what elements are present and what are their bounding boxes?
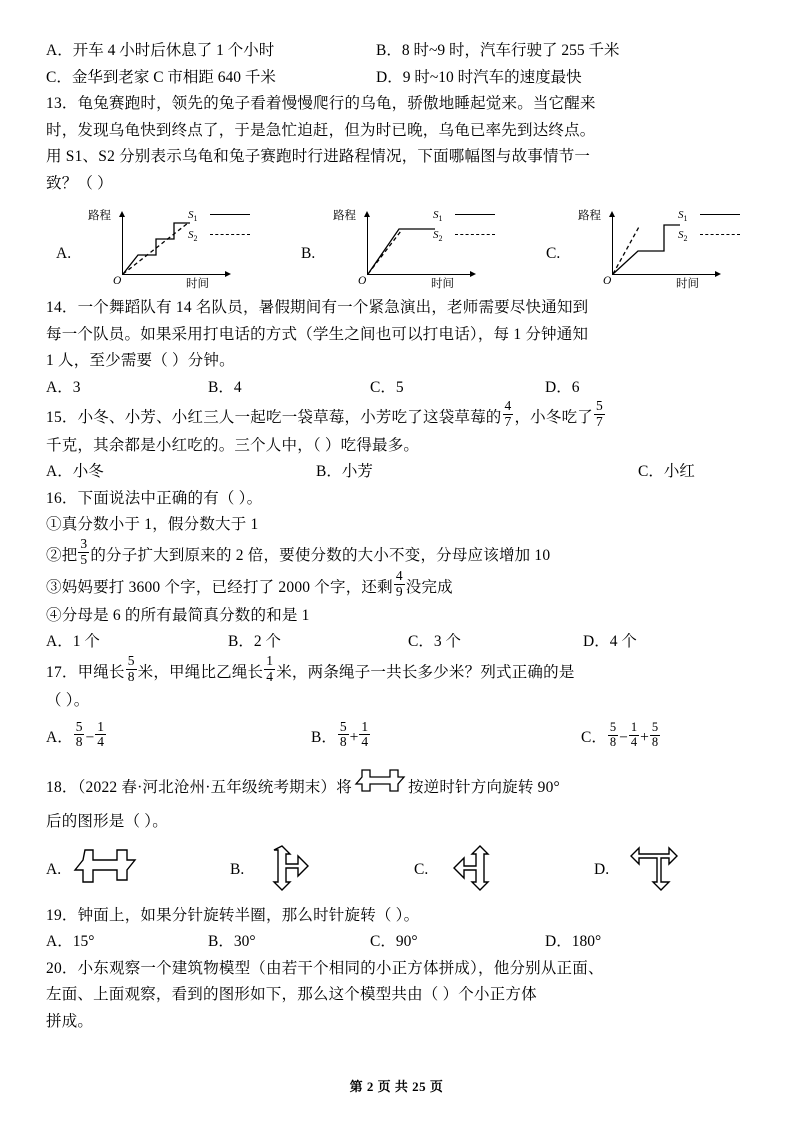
q15-text-pre: 15．小冬、小芳、小红三人一起吃一袋草莓，小芳吃了这袋草莓的 (46, 408, 502, 426)
q13-option-c-label: C. (546, 245, 561, 262)
q18-text-post: 按逆时针方向旋转 90° (407, 778, 560, 796)
q15-fraction-4-7: $\frac{4}{7}$ (504, 398, 512, 429)
q17-option-c-operator-1: − (619, 729, 628, 747)
q14-line-3: 1 人，至少需要（ ）分钟。 (46, 352, 235, 369)
q15-line-2: 千克，其余都是小红吃的。三个人中，（ ）吃得最多。 (46, 436, 420, 454)
q19-option-c: C．90° (370, 933, 418, 951)
q20-line-2: 左面、上面观察，看到的图形如下，那么这个模型共由（ ）个小正方体 (46, 986, 537, 1004)
q13-graph-a-curves (78, 203, 253, 291)
q16-stem: 16．下面说法中正确的有（ ）。 (46, 489, 263, 507)
q16-item-4: ④分母是 6 的所有最简真分数的和是 1 (46, 606, 310, 624)
q16-fraction-3-5: $\frac{3}{5}$ (80, 536, 88, 567)
q13-graph-c-origin: O (603, 275, 612, 287)
q13-graph-c-curves (568, 203, 743, 291)
q17-option-c-frac-2: $\frac{1}{4}$ (630, 720, 638, 749)
q13-graph-b-legend-s2-line (455, 234, 495, 235)
q17-option-c-operator-2: + (640, 729, 649, 747)
q16-item3-pre: ③妈妈要打 3600 个字，已经打了 2000 个字，还剩 (46, 578, 393, 596)
q16-item-1: ①真分数小于 1，假分数大于 1 (46, 516, 259, 534)
q17-text-pre: 17．甲绳长 (46, 663, 125, 681)
q16-item2-pre: ②把 (46, 546, 78, 564)
q17-option-b-operator: + (349, 729, 359, 747)
q13-graph-b-ylabel: 路程 (333, 210, 356, 222)
q17-option-b (311, 720, 581, 756)
q15-option-b: B．小芳 (316, 463, 373, 481)
q19-option-b: B．30° (208, 933, 256, 951)
q17-option-b-frac-1: $\frac{5}{8}$ (339, 718, 347, 750)
q18-option-b-label: B. (230, 861, 245, 879)
q13-graph-a-axes (78, 203, 253, 291)
q16-item2-post: 的分子扩大到原来的 2 倍，要使分数的大小不变，分母应该增加 10 (90, 546, 551, 564)
q17-option-b-label: B． (311, 729, 337, 747)
q20-line-3: 拼成。 (46, 1012, 94, 1030)
q18-line-1 (46, 766, 746, 809)
q17-option-a-frac-1: $\frac{5}{8}$ (75, 718, 83, 750)
q17-fraction-1-4: $\frac{1}{4}$ (266, 653, 274, 684)
q13-line-2: 时，发现乌龟快到终点了，于是急忙迫赶，但为时已晚，乌龟已率先到达终点。 (46, 121, 596, 139)
q15-options (46, 459, 746, 486)
q14-line-2: 每一个队员。如果采用打电话的方式（学生之间也可以打电话），每 1 分钟通知 (46, 325, 589, 343)
q16-option-d: D．4 个 (583, 633, 637, 651)
q12-option-b: B．8 时~9 时，汽车行驶了 255 千米 (376, 42, 620, 59)
q13-line-1: 13．龟兔赛跑时，领先的兔子看着慢慢爬行的乌龟，骄傲地睡起觉来。当它醒来 (46, 95, 596, 112)
q13-graph-c-ylabel: 路程 (578, 210, 601, 222)
q17-option-c (581, 720, 661, 756)
q13-option-a-label: A. (56, 245, 72, 262)
q16-option-b: B．2 个 (228, 633, 281, 651)
q13-graph-option-b (301, 201, 506, 293)
q18-option-d (594, 842, 697, 899)
q19-stem: 19．钟面上，如果分针旋转半圈，那么时针旋转（ ）。 (46, 906, 420, 924)
q13-graph-b-axes (323, 203, 498, 291)
page-content (46, 38, 746, 1035)
q18-text-pre: 18．（2022 春·河北沧州·五年级统考期末）将 (46, 778, 352, 796)
q18-option-c-label: C. (414, 861, 429, 879)
q18-option-c-shape-icon (436, 842, 512, 899)
q13-graph-a-legend-s1-line (210, 214, 250, 215)
q13-option-b-label: B. (301, 245, 316, 262)
q13-graph-b-legend-s2: $S_2$ (433, 229, 443, 244)
q13-graph-a-ylabel: 路程 (88, 210, 111, 222)
q13-graph-a-xlabel: 时间 (186, 278, 209, 290)
q15-line-1 (46, 398, 746, 433)
q18-option-d-label: D. (594, 861, 610, 879)
q18-option-a-label: A. (46, 861, 62, 879)
q13-graph-a-origin: O (113, 275, 122, 287)
q18-option-d-shape-icon (617, 842, 697, 899)
q18-option-a-shape-icon (69, 842, 145, 899)
q13-graph-b-xlabel: 时间 (431, 278, 454, 290)
q14-option-d: D．6 (545, 378, 580, 396)
q17-option-a-frac-2: $\frac{1}{4}$ (97, 718, 104, 750)
q13-graph-c-xlabel: 时间 (676, 278, 699, 290)
q17-options (46, 720, 746, 756)
q13-graph-b-origin: O (358, 275, 367, 287)
q12-options-row-2 (46, 65, 746, 92)
q13-graph-option-c (546, 201, 751, 293)
q17-option-c-label: C． (581, 729, 607, 747)
q16-option-a: A．1 个 (46, 633, 100, 651)
q13-graph-a-legend-s2-line (210, 234, 250, 235)
q13-graph-c-legend-s2: $S_2$ (678, 229, 688, 244)
q13-graph-c-legend-s2-line (700, 234, 740, 235)
q13-graph-row (46, 201, 746, 293)
q14-line-1: 14．一个舞蹈队有 14 名队员，暑假期间有一个紧急演出，老师需要尽快通知到 (46, 299, 589, 316)
q15-option-a: A．小冬 (46, 463, 104, 481)
q12-option-d: D．9 时~10 时汽车的速度最快 (376, 68, 582, 86)
q20-line-1: 20．小东观察一个建筑物模型（由若干个相同的小正方体拼成），他分别从正面、 (46, 959, 604, 977)
q13-graph-b-legend-s1-line (455, 214, 495, 215)
q16-options (46, 629, 746, 656)
q13-graph-c-axes (568, 203, 743, 291)
q14-options (46, 375, 746, 402)
q13-line-3: 用 S1、S2 分别表示乌龟和兔子赛跑时行进路程情况，下面哪幅图与故事情节一 (46, 148, 591, 165)
q16-item3-post: 没完成 (405, 578, 453, 596)
q13-graph-option-a (56, 201, 261, 293)
q12-options-row-1 (46, 38, 746, 65)
q19-options (46, 929, 746, 956)
q17-text-post: 米，两条绳子一共长多少米？列式正确的是 (276, 663, 575, 681)
q16-option-c: C．3 个 (408, 633, 461, 651)
q17-option-a (46, 720, 311, 756)
q13-graph-b-curves (323, 203, 498, 291)
q18-line-2: 后的图形是（ ）。 (46, 813, 168, 831)
q13-graph-a-legend-s2: $S_2$ (188, 229, 198, 244)
q14-option-c: C．5 (370, 378, 404, 396)
q15-fraction-5-7: $\frac{5}{7}$ (595, 398, 603, 429)
q14-option-b: B．4 (208, 378, 242, 396)
q16-item-3 (46, 568, 746, 603)
q18-option-c (414, 842, 594, 899)
q12-option-a: A．开车 4 小时后休息了 1 个小时 (46, 42, 275, 59)
q19-option-a: A．15° (46, 933, 95, 951)
q17-option-a-label: A． (46, 729, 73, 747)
q16-item-2 (46, 536, 746, 571)
q17-option-b-frac-2: $\frac{1}{4}$ (361, 718, 369, 750)
q17-line-2: （ ）。 (46, 691, 90, 709)
q17-text-mid: 米，甲绳比乙绳长 (137, 663, 264, 681)
q17-option-c-frac-3: $\frac{5}{8}$ (651, 720, 659, 749)
q19-option-d: D．180° (545, 933, 602, 951)
q13-graph-a-legend-s1: $S_1$ (188, 209, 198, 224)
q17-option-a-operator: − (85, 729, 95, 747)
q12-option-c: C．金华到老家 C 市相距 640 千米 (46, 68, 276, 86)
q17-line-1 (46, 653, 746, 688)
q15-option-c: C．小红 (638, 463, 695, 481)
q18-option-b (230, 842, 414, 899)
q14-option-a: A．3 (46, 378, 81, 396)
q17-fraction-5-8: $\frac{5}{8}$ (127, 653, 135, 684)
q16-fraction-4-9: $\frac{4}{9}$ (395, 568, 403, 599)
page-footer: 第 2 页 共 25 页 (349, 1079, 444, 1094)
q17-option-c-frac-1: $\frac{5}{8}$ (609, 720, 617, 749)
q18-options-row (46, 842, 746, 899)
q13-graph-c-legend-s1-line (700, 214, 740, 215)
q13-graph-c-legend-s1: $S_1$ (678, 209, 688, 224)
q18-source-shape-icon (352, 766, 408, 809)
q13-line-4: 致？（ ） (46, 174, 113, 192)
q13-graph-b-legend-s1: $S_1$ (433, 209, 443, 224)
q18-option-b-shape-icon (252, 842, 328, 899)
q18-option-a (46, 842, 230, 899)
q15-text-mid: ，小冬吃了 (514, 408, 593, 426)
